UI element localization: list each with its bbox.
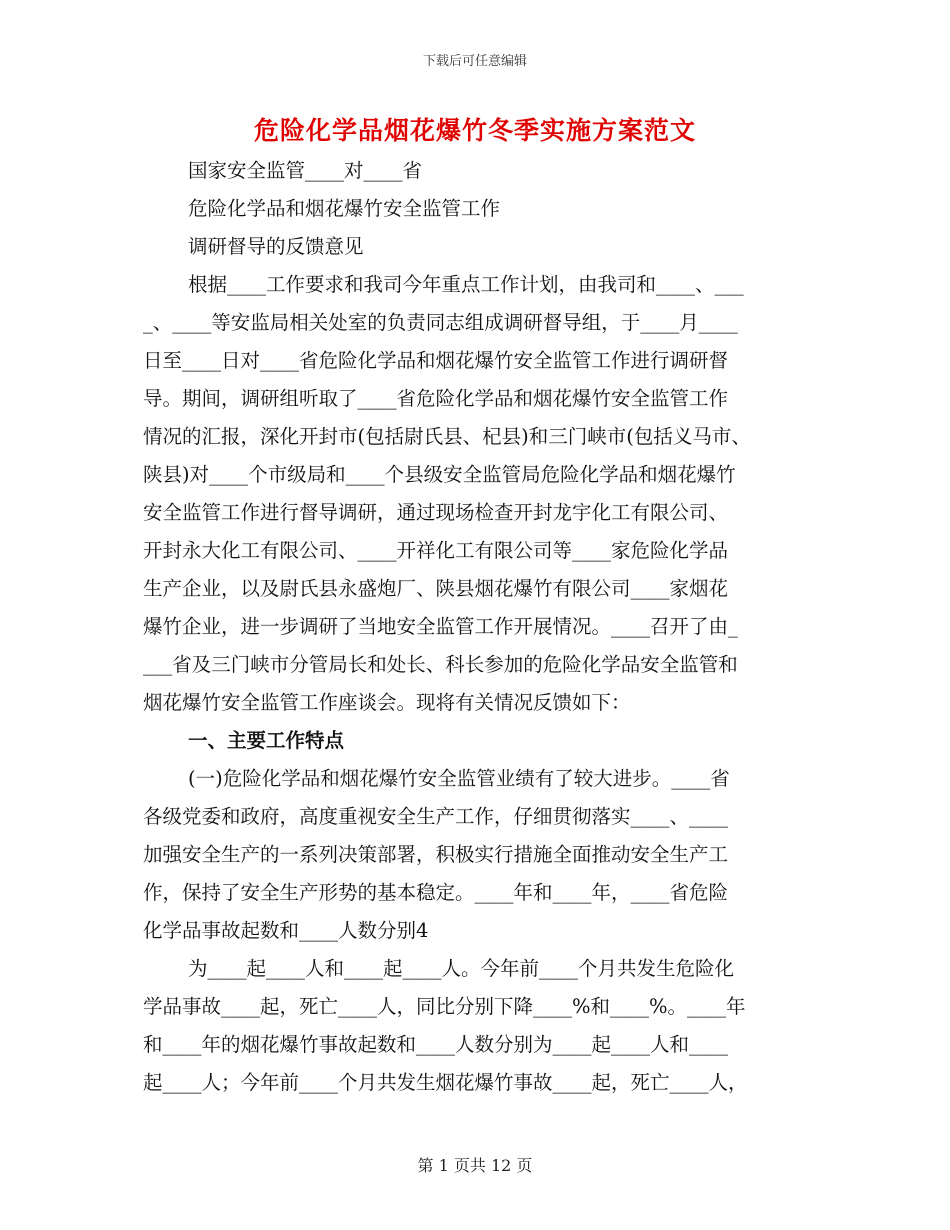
page-footer: 第 1 页共 12 页: [417, 1156, 533, 1175]
paragraph-line: _、____等安监局相关处室的负责同志组成调研督导组，于____月____: [143, 311, 738, 334]
paragraph-line: 国家安全监管____对____省: [188, 159, 423, 182]
paragraph-line: 爆竹企业，进一步调研了当地安全监管工作开展情况。____召开了由_: [143, 615, 738, 638]
paragraph-line: 各级党委和政府，高度重视安全生产工作，仔细贯彻落实____、____: [143, 805, 729, 828]
paragraph-line: 调研督导的反馈意见: [188, 235, 364, 258]
page-header: 下载后可任意编辑: [422, 54, 527, 69]
paragraph-line: 化学品事故起数和____人数分别4: [143, 919, 429, 942]
paragraph-line: 导。期间，调研组听取了____省危险化学品和烟花爆竹安全监管工作: [143, 387, 729, 410]
paragraph-line: 开封永大化工有限公司、____开祥化工有限公司等____家危险化学品: [143, 539, 729, 562]
paragraph-line: 起____人；今年前____个月共发生烟花爆竹事故____起，死亡____人，: [143, 1071, 748, 1094]
paragraph-line: 烟花爆竹安全监管工作座谈会。现将有关情况反馈如下：: [143, 691, 631, 714]
paragraph-line: (一)危险化学品和烟花爆竹安全监管业绩有了较大进步。____省: [188, 767, 730, 790]
paragraph-line: 学品事故____起，死亡____人，同比分别下降____%和____%。____年: [143, 995, 746, 1018]
paragraph-line: 加强安全生产的一系列决策部署，积极实行措施全面推动安全生产工: [143, 843, 729, 866]
paragraph-line: 陕县)对____个市级局和____个县级安全监管局危险化学品和烟花爆竹: [143, 463, 736, 486]
document-body: [143, 152, 833, 1102]
paragraph-line: ___省及三门峡市分管局长和处长、科长参加的危险化学品安全监管和: [143, 653, 738, 676]
document-title: 危险化学品烟花爆竹冬季实施方案范文: [253, 116, 696, 145]
paragraph-line: 根据____工作要求和我司今年重点工作计划，由我司和____、___: [188, 273, 744, 296]
paragraph-line: 日至____日对____省危险化学品和烟花爆竹安全监管工作进行调研督: [143, 349, 729, 372]
paragraph-line: 生产企业，以及尉氏县永盛炮厂、陕县烟花爆竹有限公司____家烟花: [143, 577, 729, 600]
paragraph-line: 危险化学品和烟花爆竹安全监管工作: [188, 197, 501, 220]
paragraph-line: 安全监管工作进行督导调研，通过现场检查开封龙宇化工有限公司、: [143, 501, 729, 524]
paragraph-line: 为____起____人和____起____人。今年前____个月共发生危险化: [188, 957, 735, 980]
paragraph-line: 情况的汇报，深化开封市(包括尉氏县、杞县)和三门峡市(包括义马市、: [143, 425, 751, 448]
paragraph-line: 作，保持了安全生产形势的基本稳定。____年和____年，____省危险: [143, 881, 729, 904]
section-heading: 一、主要工作特点: [188, 729, 345, 752]
paragraph-line: 和____年的烟花爆竹事故起数和____人数分别为____起____人和____: [143, 1033, 729, 1056]
